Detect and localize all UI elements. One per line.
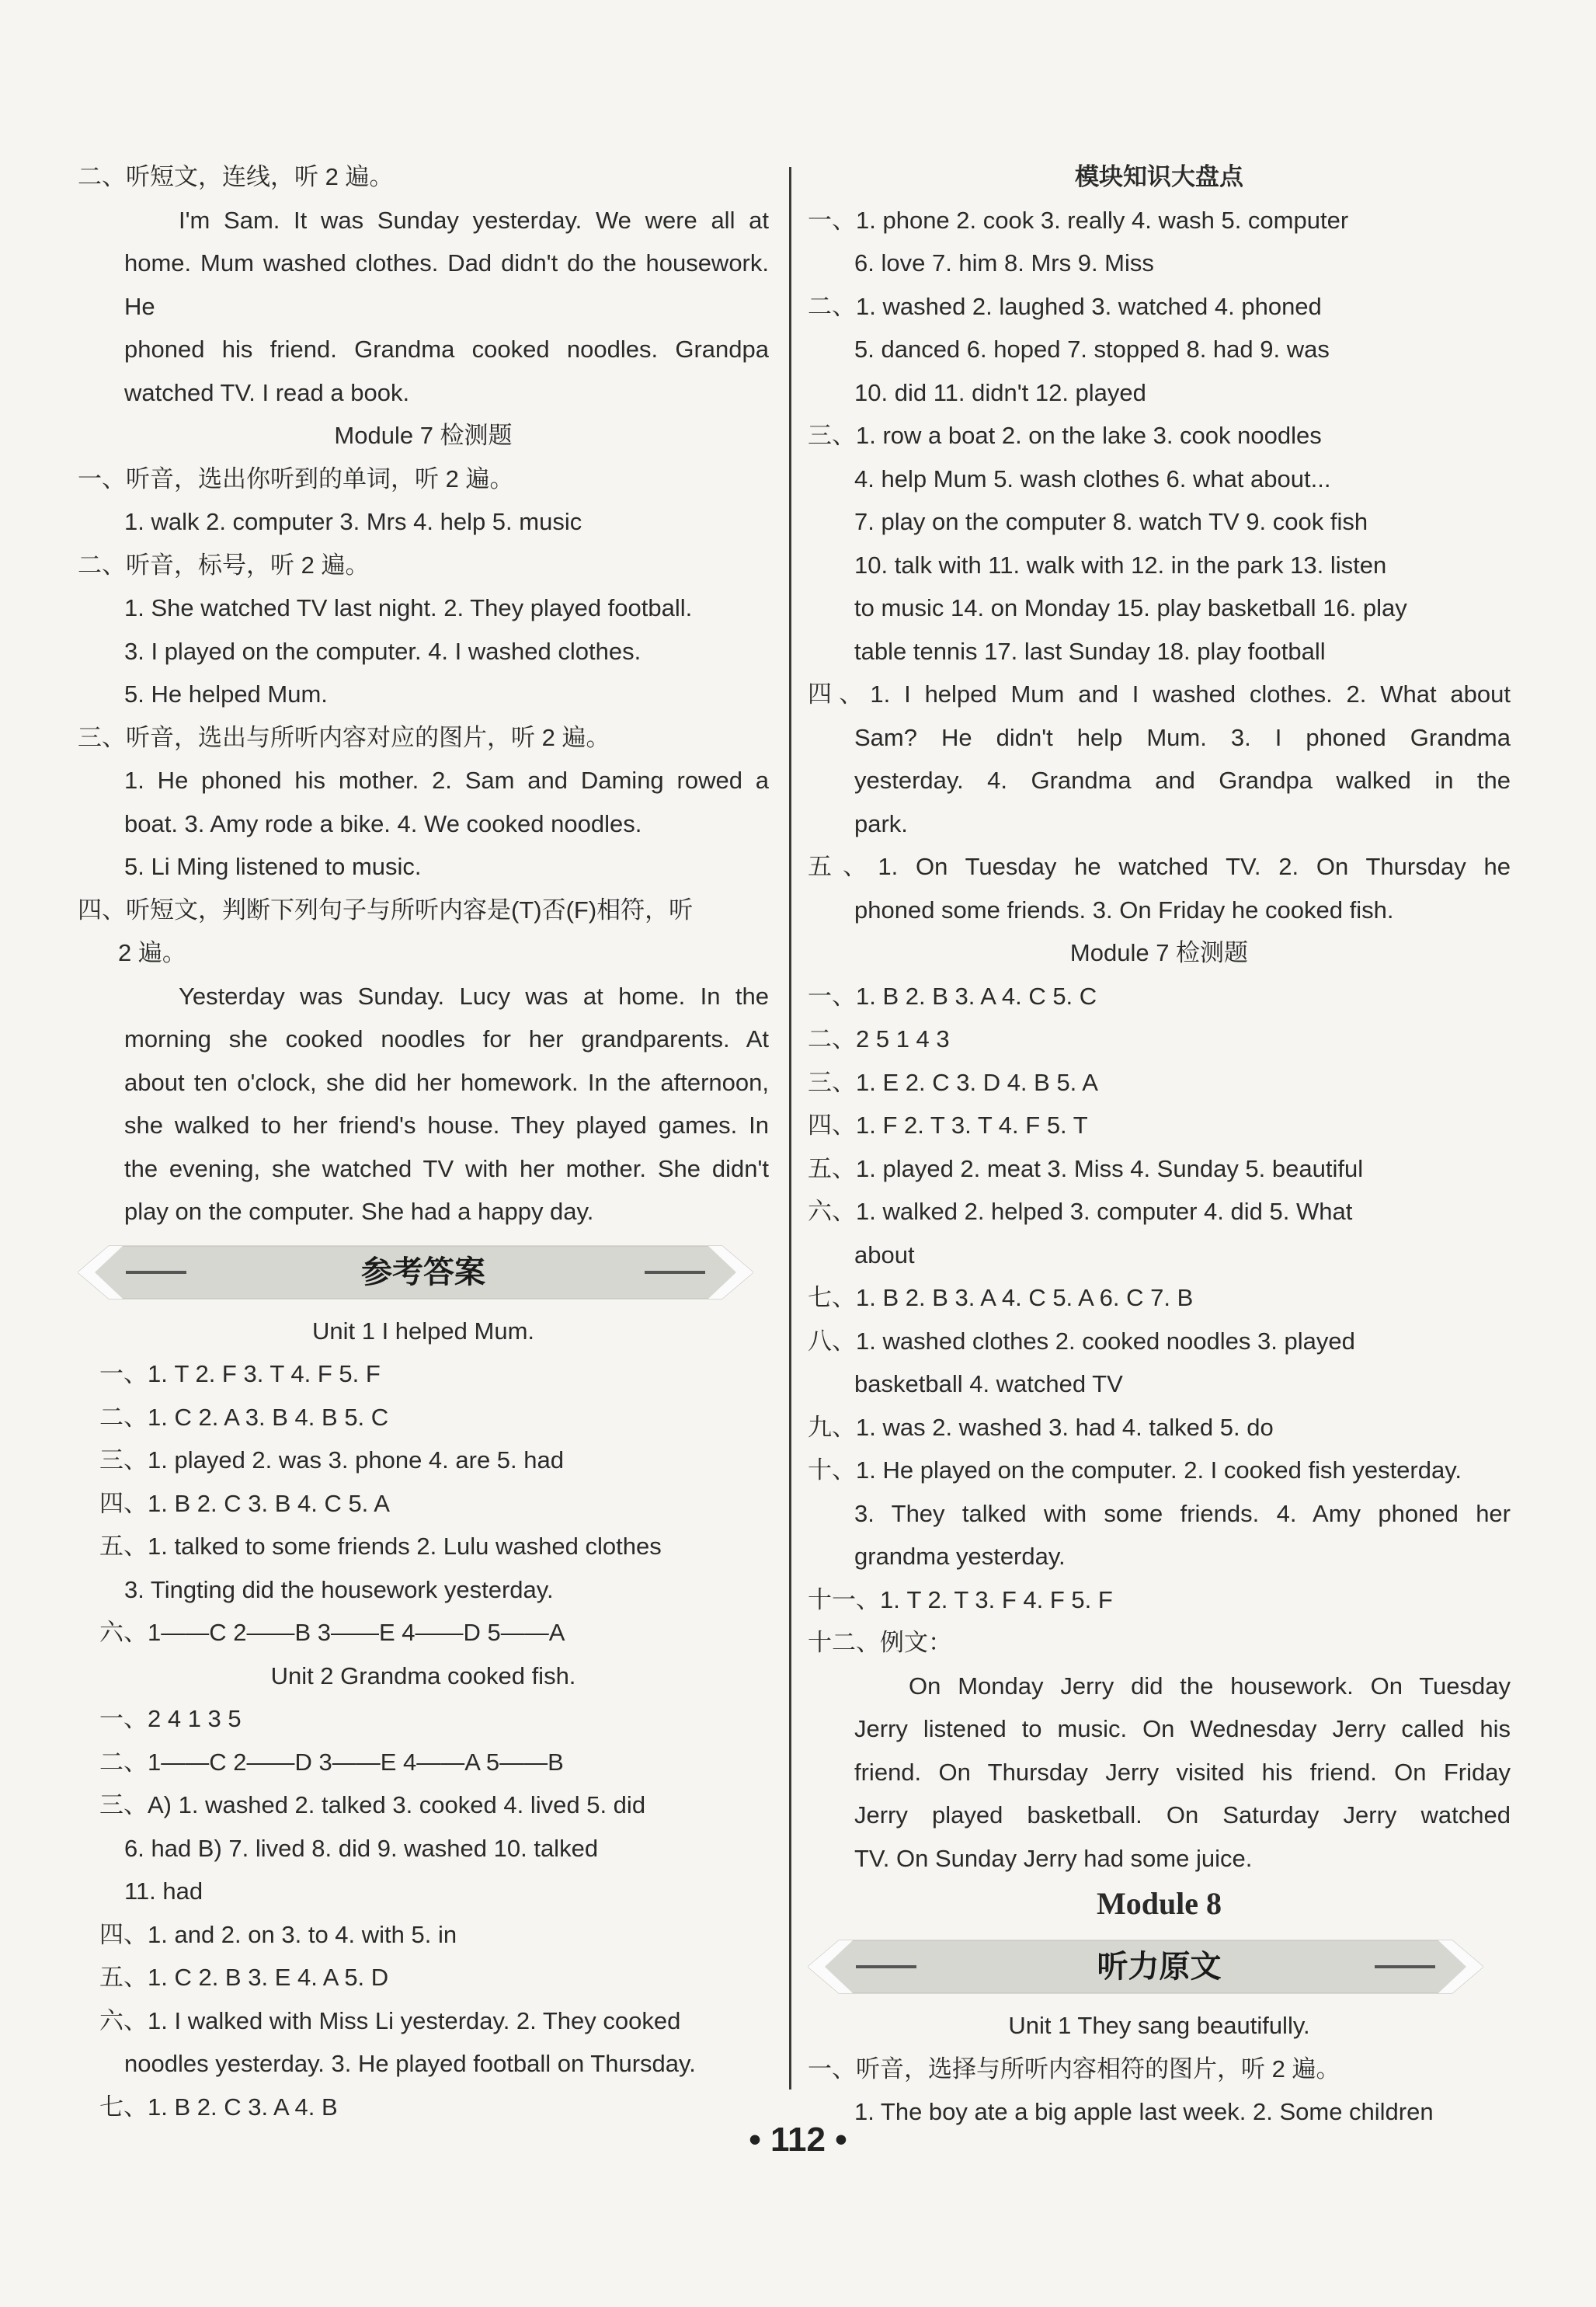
section-heading: 二、听短文，连线，听 2 遍。	[78, 163, 394, 190]
answer-line: 二、1——C 2——D 3——E 4——A 5——B	[99, 1748, 564, 1776]
module-heading: Module 8	[1096, 1886, 1222, 1921]
answer-line: 八、1. washed clothes 2. cooked noodles 3. played	[808, 1327, 1355, 1355]
answer-line: about	[854, 1240, 915, 1268]
passage-line: phoned his friend. Grandma cooked noodles. Grandpa	[124, 336, 769, 363]
section-heading: 四、听短文，判断下列句子与所听内容是(T)否(F)相符，听	[78, 896, 694, 924]
answer-line: 一、1. B 2. B 3. A 4. C 5. C	[808, 982, 1097, 1010]
answer-line: 6. love 7. him 8. Mrs 9. Miss	[854, 249, 1154, 277]
unit-title: Unit 1 They sang beautifully.	[1008, 2012, 1310, 2039]
section-heading-cont: 2 遍。	[118, 939, 186, 966]
answer-line: 5. danced 6. hoped 7. stopped 8. had 9. was	[854, 336, 1330, 363]
answer-line: 1. He phoned his mother. 2. Sam and Daming rowed a	[124, 767, 769, 794]
passage-line: the evening, she watched TV with her mother. She didn't	[124, 1154, 769, 1182]
column-divider	[789, 167, 791, 2090]
answer-line: boat. 3. Amy rode a bike. 4. We cooked noodles.	[124, 809, 642, 837]
answer-line: 三、1. played 2. was 3. phone 4. are 5. had	[99, 1446, 564, 1474]
right-column	[808, 155, 1511, 2134]
answer-key-banner	[78, 1241, 769, 1303]
answer-line: 5. Li Ming listened to music.	[124, 853, 422, 880]
banner-title: 听力原文	[1097, 1949, 1222, 1985]
section-heading: 二、听音，标号，听 2 遍。	[78, 551, 370, 579]
answer-line: 5. He helped Mum.	[124, 680, 328, 708]
answer-line: phoned some friends. 3. On Friday he cooked fish.	[854, 896, 1394, 924]
section-heading: 三、听音，选出与所听内容对应的图片，听 2 遍。	[78, 723, 610, 751]
answer-line: 四、1. I helped Mum and I washed clothes. 2. What about	[808, 680, 1511, 708]
answer-line: basketball 4. watched TV	[854, 1370, 1123, 1397]
answer-line: 3. I played on the computer. 4. I washed clothes.	[124, 637, 642, 665]
answer-line: 四、1. and 2. on 3. to 4. with 5. in	[99, 1920, 457, 1948]
answer-line: yesterday. 4. Grandma and Grandpa walked in the	[854, 767, 1511, 794]
answer-line: 十二、例文：	[808, 1629, 952, 1656]
answer-line: 十、1. He played on the computer. 2. I cooked fish yesterday.	[808, 1456, 1462, 1484]
passage-line: TV. On Sunday Jerry had some juice.	[854, 1844, 1253, 1872]
answer-line: 1. She watched TV last night. 2. They played football.	[124, 594, 693, 621]
answer-line: 十一、1. T 2. T 3. F 4. F 5. F	[808, 1585, 1113, 1613]
answer-line: 六、1. I walked with Miss Li yesterday. 2. They cooked	[99, 2006, 681, 2034]
answer-line: noodles yesterday. 3. He played football on Thursday.	[124, 2050, 696, 2077]
answer-line: 三、A) 1. washed 2. talked 3. cooked 4. lived 5. did	[99, 1791, 646, 1818]
answer-line: 二、1. C 2. A 3. B 4. B 5. C	[99, 1403, 389, 1431]
passage-line: On Monday Jerry did the housework. On Tuesday	[909, 1672, 1511, 1700]
answer-line: 五、1. On Tuesday he watched TV. 2. On Thursday he	[808, 853, 1511, 880]
passage-line: I'm Sam. It was Sunday yesterday. We were all at	[179, 206, 769, 234]
answer-line: 10. did 11. didn't 12. played	[854, 378, 1146, 406]
answer-line: 六、1. walked 2. helped 3. computer 4. did 5. What	[808, 1198, 1353, 1225]
answer-line: 10. talk with 11. walk with 12. in the park 13. listen	[854, 551, 1387, 579]
passage-line: home. Mum washed clothes. Dad didn't do the housework. He	[124, 249, 769, 320]
banner-title: 参考答案	[361, 1254, 485, 1290]
module-test-title: Module 7 检测题	[334, 422, 513, 449]
answer-line: 一、1. T 2. F 3. T 4. F 5. F	[99, 1360, 381, 1387]
answer-line: table tennis 17. last Sunday 18. play football	[854, 637, 1326, 665]
unit-title: Unit 1 I helped Mum.	[311, 1317, 535, 1345]
answer-line: 四、1. B 2. C 3. B 4. C 5. A	[99, 1489, 390, 1517]
answer-line: 二、1. washed 2. laughed 3. watched 4. phoned	[808, 292, 1322, 320]
answer-line: 五、1. C 2. B 3. E 4. A 5. D	[99, 1964, 389, 1991]
unit-title: Unit 2 Grandma cooked fish.	[270, 1662, 576, 1689]
answer-line: 1. The boy ate a big apple last week. 2. Some children	[854, 2098, 1434, 2125]
answer-line: 4. help Mum 5. wash clothes 6. what about...	[854, 465, 1331, 492]
answer-line: 1. walk 2. computer 3. Mrs 4. help 5. music	[124, 508, 582, 535]
answer-line: 五、1. played 2. meat 3. Miss 4. Sunday 5. beautiful	[808, 1154, 1364, 1182]
passage-line: play on the computer. She had a happy day.	[124, 1198, 594, 1225]
section-heading: 一、听音，选择与所听内容相符的图片，听 2 遍。	[808, 2055, 1340, 2083]
answer-line: 3. Tingting did the housework yesterday.	[124, 1575, 554, 1603]
section-heading: 一、听音，选出你听到的单词，听 2 遍。	[78, 465, 514, 492]
answer-line: 一、2 4 1 3 5	[99, 1705, 242, 1732]
page-number: • 112 •	[749, 2121, 847, 2159]
answer-line: 6. had B) 7. lived 8. did 9. washed 10. talked	[124, 1834, 599, 1862]
answer-line: 九、1. was 2. washed 3. had 4. talked 5. do	[808, 1413, 1274, 1441]
answer-line: 二、2 5 1 4 3	[808, 1025, 950, 1053]
passage-line: watched TV. I read a book.	[124, 378, 410, 406]
passage-line: Jerry played basketball. On Saturday Jerry watched	[854, 1801, 1511, 1829]
answer-line: 六、1——C 2——B 3——E 4——D 5——A	[99, 1619, 565, 1646]
passage-line: friend. On Thursday Jerry visited his friend. On Friday	[854, 1758, 1511, 1786]
answer-line: 一、1. phone 2. cook 3. really 4. wash 5. computer	[808, 206, 1349, 234]
listening-script-banner	[808, 1936, 1511, 1998]
passage-line: about ten o'clock, she did her homework. In the afternoon,	[124, 1068, 769, 1096]
answer-line: Sam? He didn't help Mum. 3. I phoned Grandma	[854, 723, 1511, 751]
answer-line: 四、1. F 2. T 3. T 4. F 5. T	[808, 1112, 1088, 1139]
passage-line: morning she cooked noodles for her grandparents. At	[124, 1025, 769, 1053]
answer-line: 七、1. B 2. B 3. A 4. C 5. A 6. C 7. B	[808, 1284, 1194, 1311]
answer-line: to music 14. on Monday 15. play basketball 16. play	[854, 594, 1407, 621]
answer-line: 七、1. B 2. C 3. A 4. B	[99, 2093, 338, 2121]
passage-line: Jerry listened to music. On Wednesday Jerry called his	[854, 1715, 1511, 1742]
answer-line: 7. play on the computer 8. watch TV 9. cook fish	[854, 508, 1368, 535]
answer-line: 五、1. talked to some friends 2. Lulu washed clothes	[99, 1533, 662, 1560]
left-column	[78, 155, 769, 2128]
answer-line: 三、1. row a boat 2. on the lake 3. cook noodles	[808, 422, 1322, 449]
answer-line: grandma yesterday.	[854, 1543, 1066, 1570]
answer-line: park.	[854, 809, 908, 837]
module-review-title: 模块知识大盘点	[1075, 163, 1243, 190]
passage-line: she walked to her friend's house. They played games. In	[124, 1112, 769, 1139]
passage-line: Yesterday was Sunday. Lucy was at home. In the	[179, 982, 769, 1010]
answer-line: 三、1. E 2. C 3. D 4. B 5. A	[808, 1068, 1098, 1096]
module-test-title: Module 7 检测题	[1069, 939, 1249, 966]
answer-line: 3. They talked with some friends. 4. Amy phoned her	[854, 1499, 1511, 1527]
answer-line: 11. had	[124, 1877, 203, 1905]
